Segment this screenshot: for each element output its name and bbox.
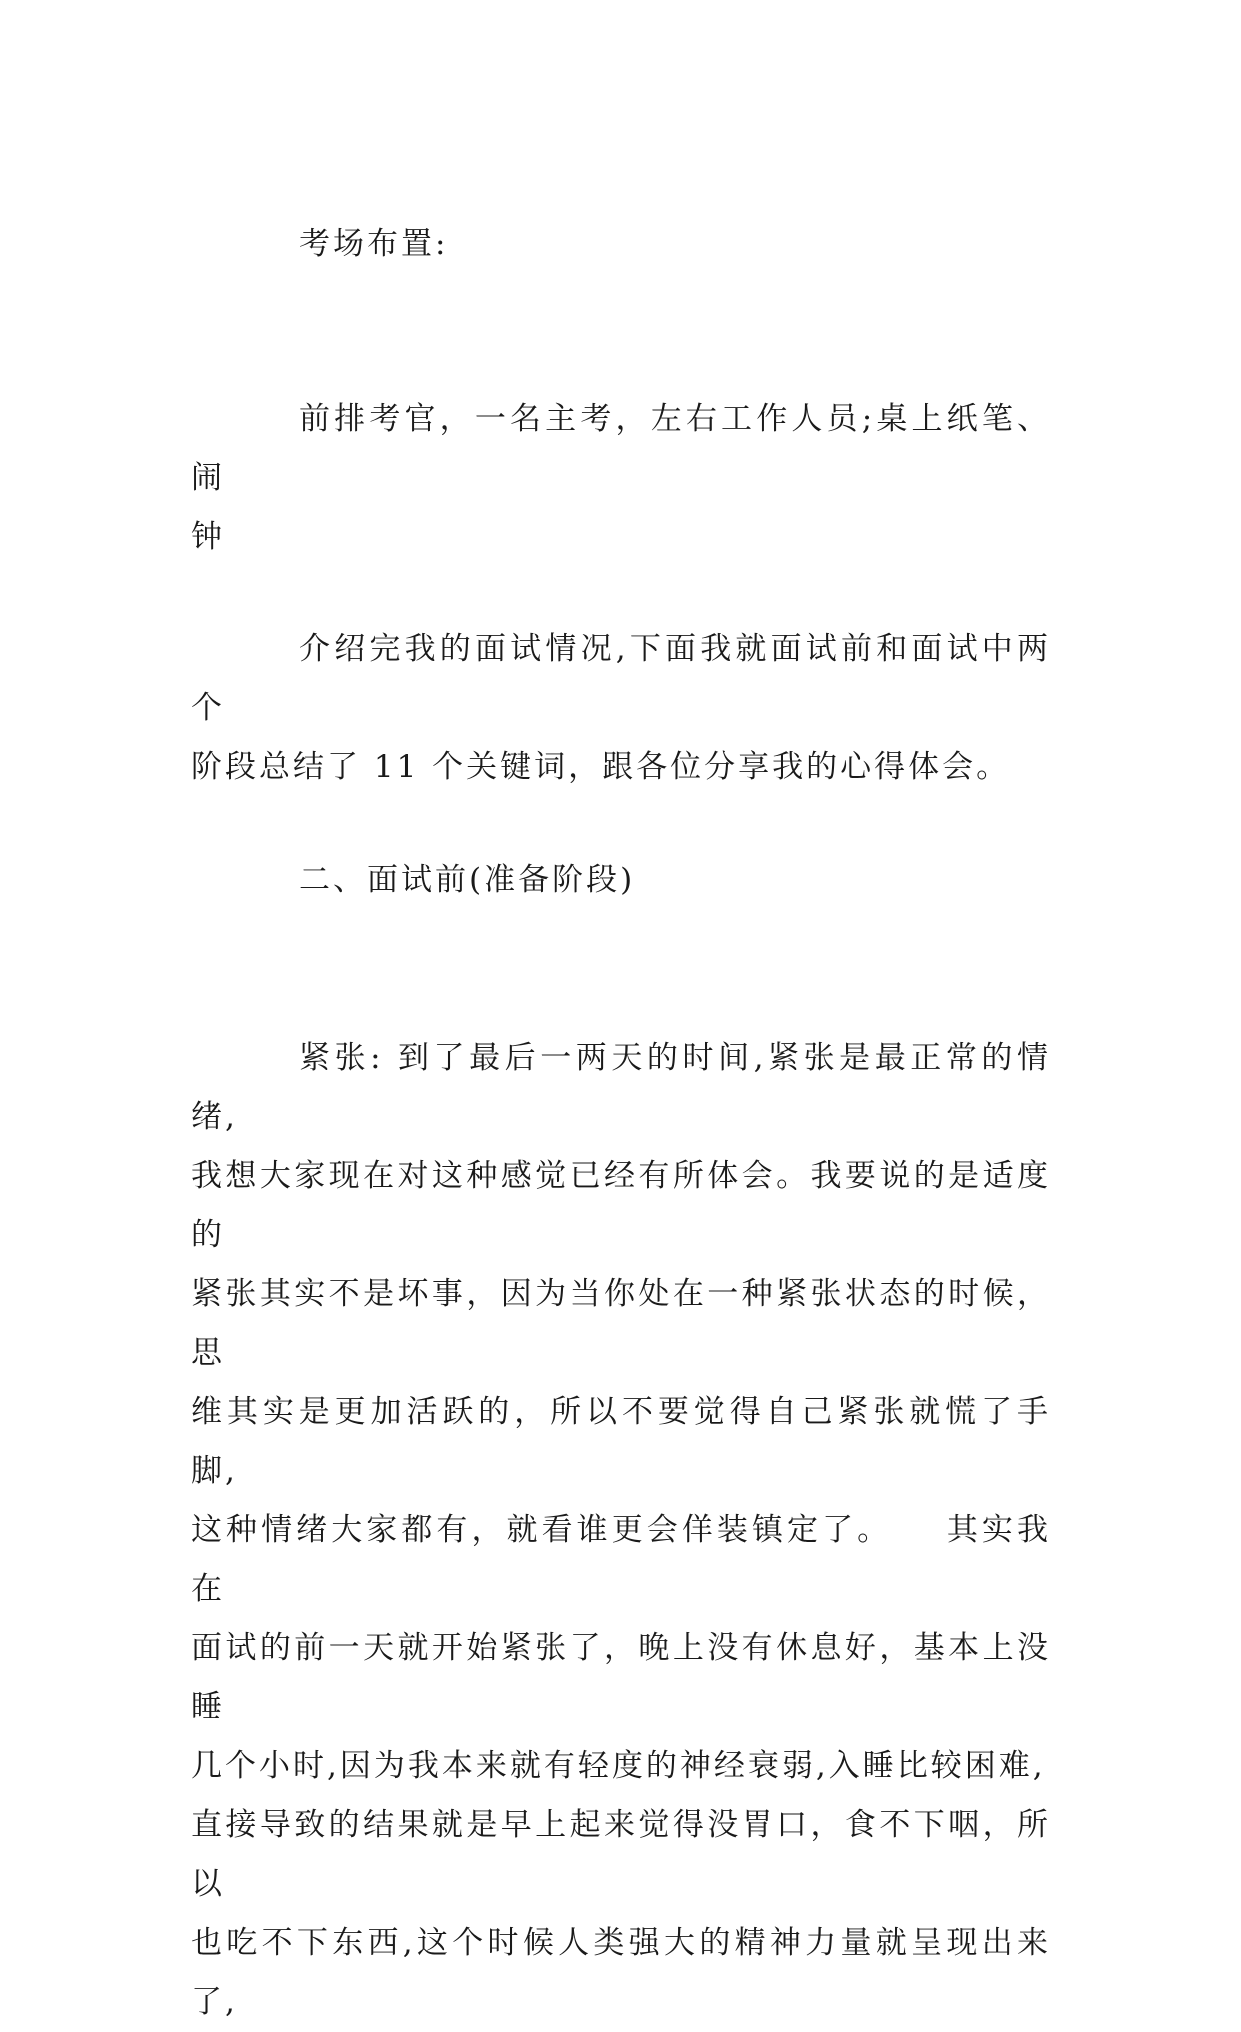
text-line: 阶段总结了 11 个关键词，跟各位分享我的心得体会。	[191, 749, 1011, 785]
text-line: 面试的前一天就开始紧张了，晚上没有休息好，基本上没睡	[191, 1630, 1051, 1725]
text-line: 考场布置:	[299, 226, 449, 262]
text-line: 前排考官，一名主考，左右工作人员;桌上纸笔、闹	[191, 401, 1051, 496]
text-line: 紧张其实不是坏事，因为当你处在一种紧张状态的时候，思	[191, 1276, 1051, 1371]
paragraph-nervousness	[191, 1029, 1051, 2032]
paragraph-exam-room-layout-heading	[191, 215, 1051, 274]
text-line: 紧张: 到了最后一两天的时间,紧张是最正常的情绪,	[191, 1040, 1051, 1135]
text-line: 钟	[191, 519, 225, 555]
text-line: 也吃不下东西,这个时候人类强大的精神力量就呈现出来了,	[191, 1925, 1051, 2020]
text-line: 我想大家现在对这种感觉已经有所体会。我要说的是适度的	[191, 1158, 1051, 1253]
text-line: 这种情绪大家都有，就看谁更会佯装镇定了。 其实我在	[191, 1512, 1051, 1607]
text-line: 介绍完我的面试情况,下面我就面试前和面试中两个	[191, 631, 1051, 726]
section-heading-before-interview	[191, 851, 1051, 910]
text-line: 直接导致的结果就是早上起来觉得没胃口，食不下咽，所以	[191, 1807, 1051, 1902]
text-line: 维其实是更加活跃的，所以不要觉得自己紧张就慌了手脚,	[191, 1394, 1051, 1489]
text-line: 二、面试前(准备阶段)	[299, 862, 636, 898]
paragraph-exam-room-layout	[191, 390, 1051, 567]
paragraph-introduction	[191, 620, 1051, 797]
text-line: 几个小时,因为我本来就有轻度的神经衰弱,入睡比较困难,	[191, 1748, 1046, 1784]
